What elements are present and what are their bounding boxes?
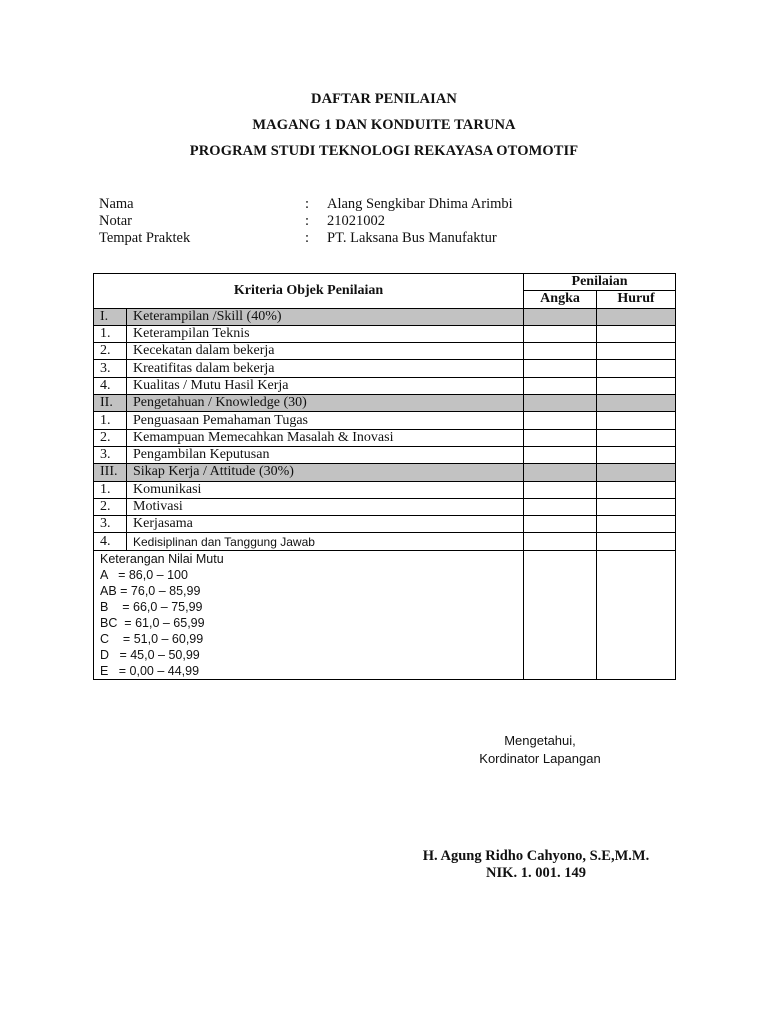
- identity-separator: :: [305, 213, 310, 229]
- number-score-cell: [524, 377, 597, 394]
- number-score-cell: [524, 498, 597, 515]
- score-header: Penilaian: [524, 274, 676, 291]
- number-score-cell: [524, 395, 597, 412]
- letter-score-cell: [597, 464, 676, 481]
- letter-score-cell: [597, 446, 676, 463]
- letter-score-cell: [597, 395, 676, 412]
- grade-legend-line: B = 66,0 – 75,99: [100, 599, 203, 614]
- number-score-cell: [524, 550, 597, 679]
- number-score-cell: [524, 516, 597, 533]
- row-number: 4.: [94, 533, 127, 550]
- table-row: [94, 516, 676, 533]
- letter-score-cell: [597, 533, 676, 550]
- section-row: [94, 464, 676, 481]
- row-number: II.: [94, 395, 127, 412]
- criterion-text: Kemampuan Memecahkan Masalah & Inovasi: [127, 429, 524, 446]
- number-score-cell: [524, 325, 597, 342]
- row-number: 2.: [94, 498, 127, 515]
- letter-score-cell: [597, 360, 676, 377]
- letter-score-cell: [597, 498, 676, 515]
- study-program-title: PROGRAM STUDI TEKNOLOGI REKAYASA OTOMOTIF: [189, 143, 579, 159]
- row-number: 1.: [94, 325, 127, 342]
- table-row: [94, 325, 676, 342]
- criterion-text: Pengambilan Keputusan: [127, 446, 524, 463]
- number-score-cell: [524, 412, 597, 429]
- letter-score-header: Huruf: [597, 291, 676, 308]
- letter-score-cell: [597, 325, 676, 342]
- table-header-row: [94, 274, 676, 291]
- table-row: [94, 533, 676, 550]
- table-row: [94, 481, 676, 498]
- number-score-cell: [524, 429, 597, 446]
- row-number: 2.: [94, 343, 127, 360]
- section-title: Keterampilan /Skill (40%): [127, 308, 524, 325]
- letter-score-cell: [597, 429, 676, 446]
- identity-row-workplace: [99, 230, 513, 247]
- grade-legend-row: [94, 550, 676, 679]
- identity-separator: :: [305, 230, 310, 246]
- identity-value: Alang Sengkibar Dhima Arimbi: [327, 196, 513, 212]
- row-number: 3.: [94, 360, 127, 377]
- identity-label: Nama: [99, 196, 134, 212]
- number-score-cell: [524, 308, 597, 325]
- row-number: I.: [94, 308, 127, 325]
- assessment-table: [93, 273, 676, 680]
- table-row: [94, 446, 676, 463]
- document-subtitle: MAGANG 1 DAN KONDUITE TARUNA: [252, 117, 516, 133]
- identity-separator: :: [305, 196, 310, 212]
- identity-row-notar: [99, 213, 513, 230]
- criterion-text: Penguasaan Pemahaman Tugas: [127, 412, 524, 429]
- section-title: Pengetahuan / Knowledge (30): [127, 395, 524, 412]
- identity-value: PT. Laksana Bus Manufaktur: [327, 230, 497, 246]
- letter-score-cell: [597, 343, 676, 360]
- letter-score-cell: [597, 481, 676, 498]
- identity-label: Tempat Praktek: [99, 230, 191, 246]
- row-number: 1.: [94, 481, 127, 498]
- letter-score-cell: [597, 550, 676, 679]
- identity-label: Notar: [99, 213, 133, 229]
- row-number: III.: [94, 464, 127, 481]
- identity-row-name: [99, 196, 513, 213]
- table-row: [94, 498, 676, 515]
- signer-name: H. Agung Ridho Cahyono, S.E,M.M.: [422, 848, 650, 864]
- identity-block: [99, 196, 513, 247]
- signer-nik: NIK. 1. 001. 149: [486, 865, 586, 881]
- row-number: 1.: [94, 412, 127, 429]
- criterion-text: Komunikasi: [127, 481, 524, 498]
- number-score-header: Angka: [524, 291, 597, 308]
- number-score-cell: [524, 343, 597, 360]
- letter-score-cell: [597, 308, 676, 325]
- criterion-text: Kreatifitas dalam bekerja: [127, 360, 524, 377]
- criterion-text: Kedisiplinan dan Tanggung Jawab: [127, 533, 524, 550]
- grade-legend-line: BC = 61,0 – 65,99: [100, 615, 205, 630]
- grade-legend-line: AB = 76,0 – 85,99: [100, 583, 201, 598]
- letter-score-cell: [597, 377, 676, 394]
- row-number: 4.: [94, 377, 127, 394]
- grade-legend-line: E = 0,00 – 44,99: [100, 663, 200, 678]
- criterion-text: Kualitas / Mutu Hasil Kerja: [127, 377, 524, 394]
- table-row: [94, 412, 676, 429]
- table-row: [94, 429, 676, 446]
- criterion-text: Keterampilan Teknis: [127, 325, 524, 342]
- document-title-block: [0, 86, 768, 164]
- table-row: [94, 377, 676, 394]
- criterion-text: Motivasi: [127, 498, 524, 515]
- row-number: 2.: [94, 429, 127, 446]
- criterion-text: Kecekatan dalam bekerja: [127, 343, 524, 360]
- grade-legend-line: D = 45,0 – 50,99: [100, 647, 200, 662]
- acknowledgement-block: [450, 732, 630, 768]
- grade-legend-line: A = 86,0 – 100: [100, 567, 188, 582]
- document-title: DAFTAR PENILAIAN: [311, 91, 457, 107]
- number-score-cell: [524, 360, 597, 377]
- grade-legend-line: C = 51,0 – 60,99: [100, 631, 204, 646]
- number-score-cell: [524, 446, 597, 463]
- criteria-body: [94, 308, 676, 550]
- identity-value: 21021002: [327, 213, 385, 229]
- row-number: 3.: [94, 446, 127, 463]
- section-row: [94, 308, 676, 325]
- number-score-cell: [524, 481, 597, 498]
- acknowledgement-text: Mengetahui,: [504, 733, 576, 748]
- letter-score-cell: [597, 516, 676, 533]
- criteria-header: Kriteria Objek Penilaian: [94, 274, 524, 309]
- letter-score-cell: [597, 412, 676, 429]
- table-row: [94, 343, 676, 360]
- number-score-cell: [524, 464, 597, 481]
- section-title: Sikap Kerja / Attitude (30%): [127, 464, 524, 481]
- grade-legend: [94, 550, 524, 679]
- grade-legend-title: Keterangan Nilai Mutu: [100, 551, 224, 566]
- table-row: [94, 360, 676, 377]
- signer-role: Kordinator Lapangan: [479, 751, 601, 766]
- signer-block: [380, 848, 692, 882]
- criterion-text: Kerjasama: [127, 516, 524, 533]
- number-score-cell: [524, 533, 597, 550]
- row-number: 3.: [94, 516, 127, 533]
- section-row: [94, 395, 676, 412]
